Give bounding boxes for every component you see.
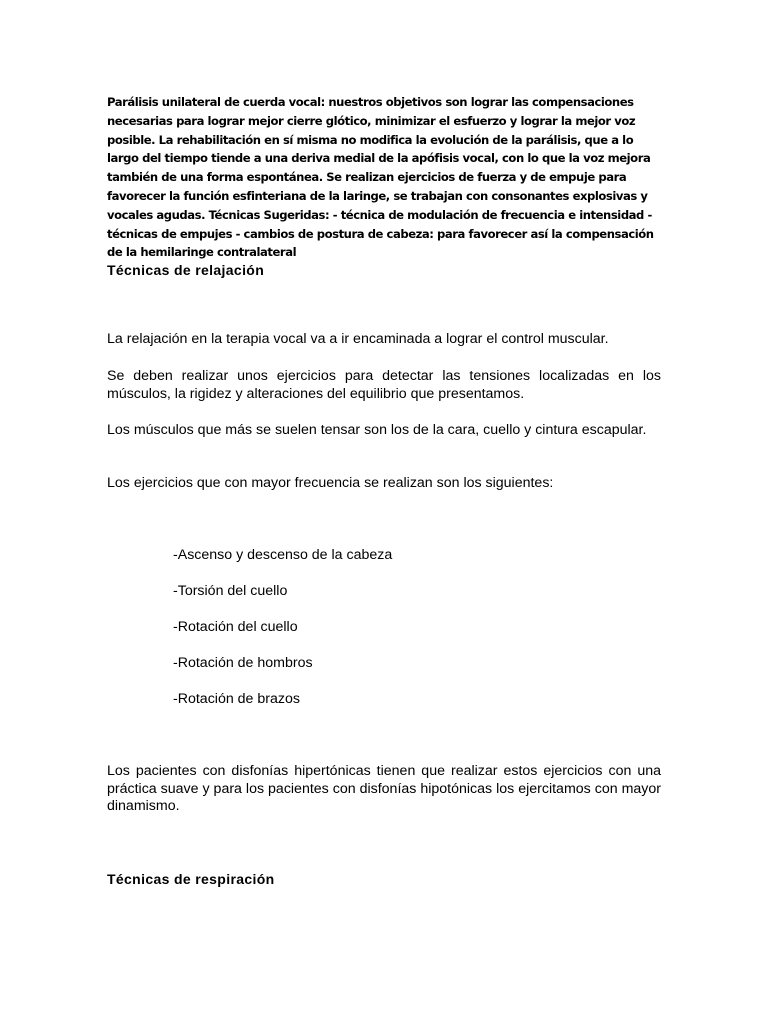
list-item-exercise: -Torsión del cuello xyxy=(173,583,288,599)
paragraph-tense-muscles: Los músculos que más se suelen tensar son los de la cara, cuello y cintura escapular. xyxy=(107,422,647,438)
paragraph-relaxation-goal: La relajación en la terapia vocal va a ir encaminada a lograr el control muscular. xyxy=(107,331,609,347)
intro-paragraph: Parálisis unilateral de cuerda vocal: nuestros objetivos son lograr las compensaciones necesarias para lograr mejor cierre glótico, minimizar el esfuerzo y lograr la mejor voz posible. La rehabilitación en sí misma no modifica la evolución de la parálisis, que a lo largo del tiempo tiende a una deriva medial de la apófisis vocal, con lo que la voz mejora también de una forma espontánea. Se realizan ejercicios de fuerza y de empuje para favorecer la función esfinteriana de la laringe, se trabajan con consonantes explosivas y vocales agudas. Técnicas Sugeridas: - técnica de modulación de frecuencia e intensidad - técnicas de empujes - cambios de postura de cabeza: para favorecer así la compensación de la hemilaringe contralateral xyxy=(107,95,654,260)
paragraph-patients-dysphonia: Los pacientes con disfonías hipertónicas tienen que realizar estos ejercicios con una práctica suave y para los pacientes con disfonías hipotónicas los ejercitamos con mayor dinamismo. xyxy=(107,763,661,815)
paragraph-exercises-intro: Los ejercicios que con mayor frecuencia se realizan son los siguientes: xyxy=(107,475,554,491)
list-item-exercise: -Ascenso y descenso de la cabeza xyxy=(173,547,393,563)
heading-breathing-techniques: Técnicas de respiración xyxy=(107,871,275,887)
list-item-exercise: -Rotación de hombros xyxy=(173,655,313,671)
list-item-exercise: -Rotación del cuello xyxy=(173,619,298,635)
paragraph-detect-tensions: Se deben realizar unos ejercicios para detectar las tensiones localizadas en los músculos, la rigidez y alteraciones del equilibrio que presentamos. xyxy=(107,368,661,402)
heading-relaxation-techniques: Técnicas de relajación xyxy=(107,262,265,278)
list-item-exercise: -Rotación de brazos xyxy=(173,691,300,707)
